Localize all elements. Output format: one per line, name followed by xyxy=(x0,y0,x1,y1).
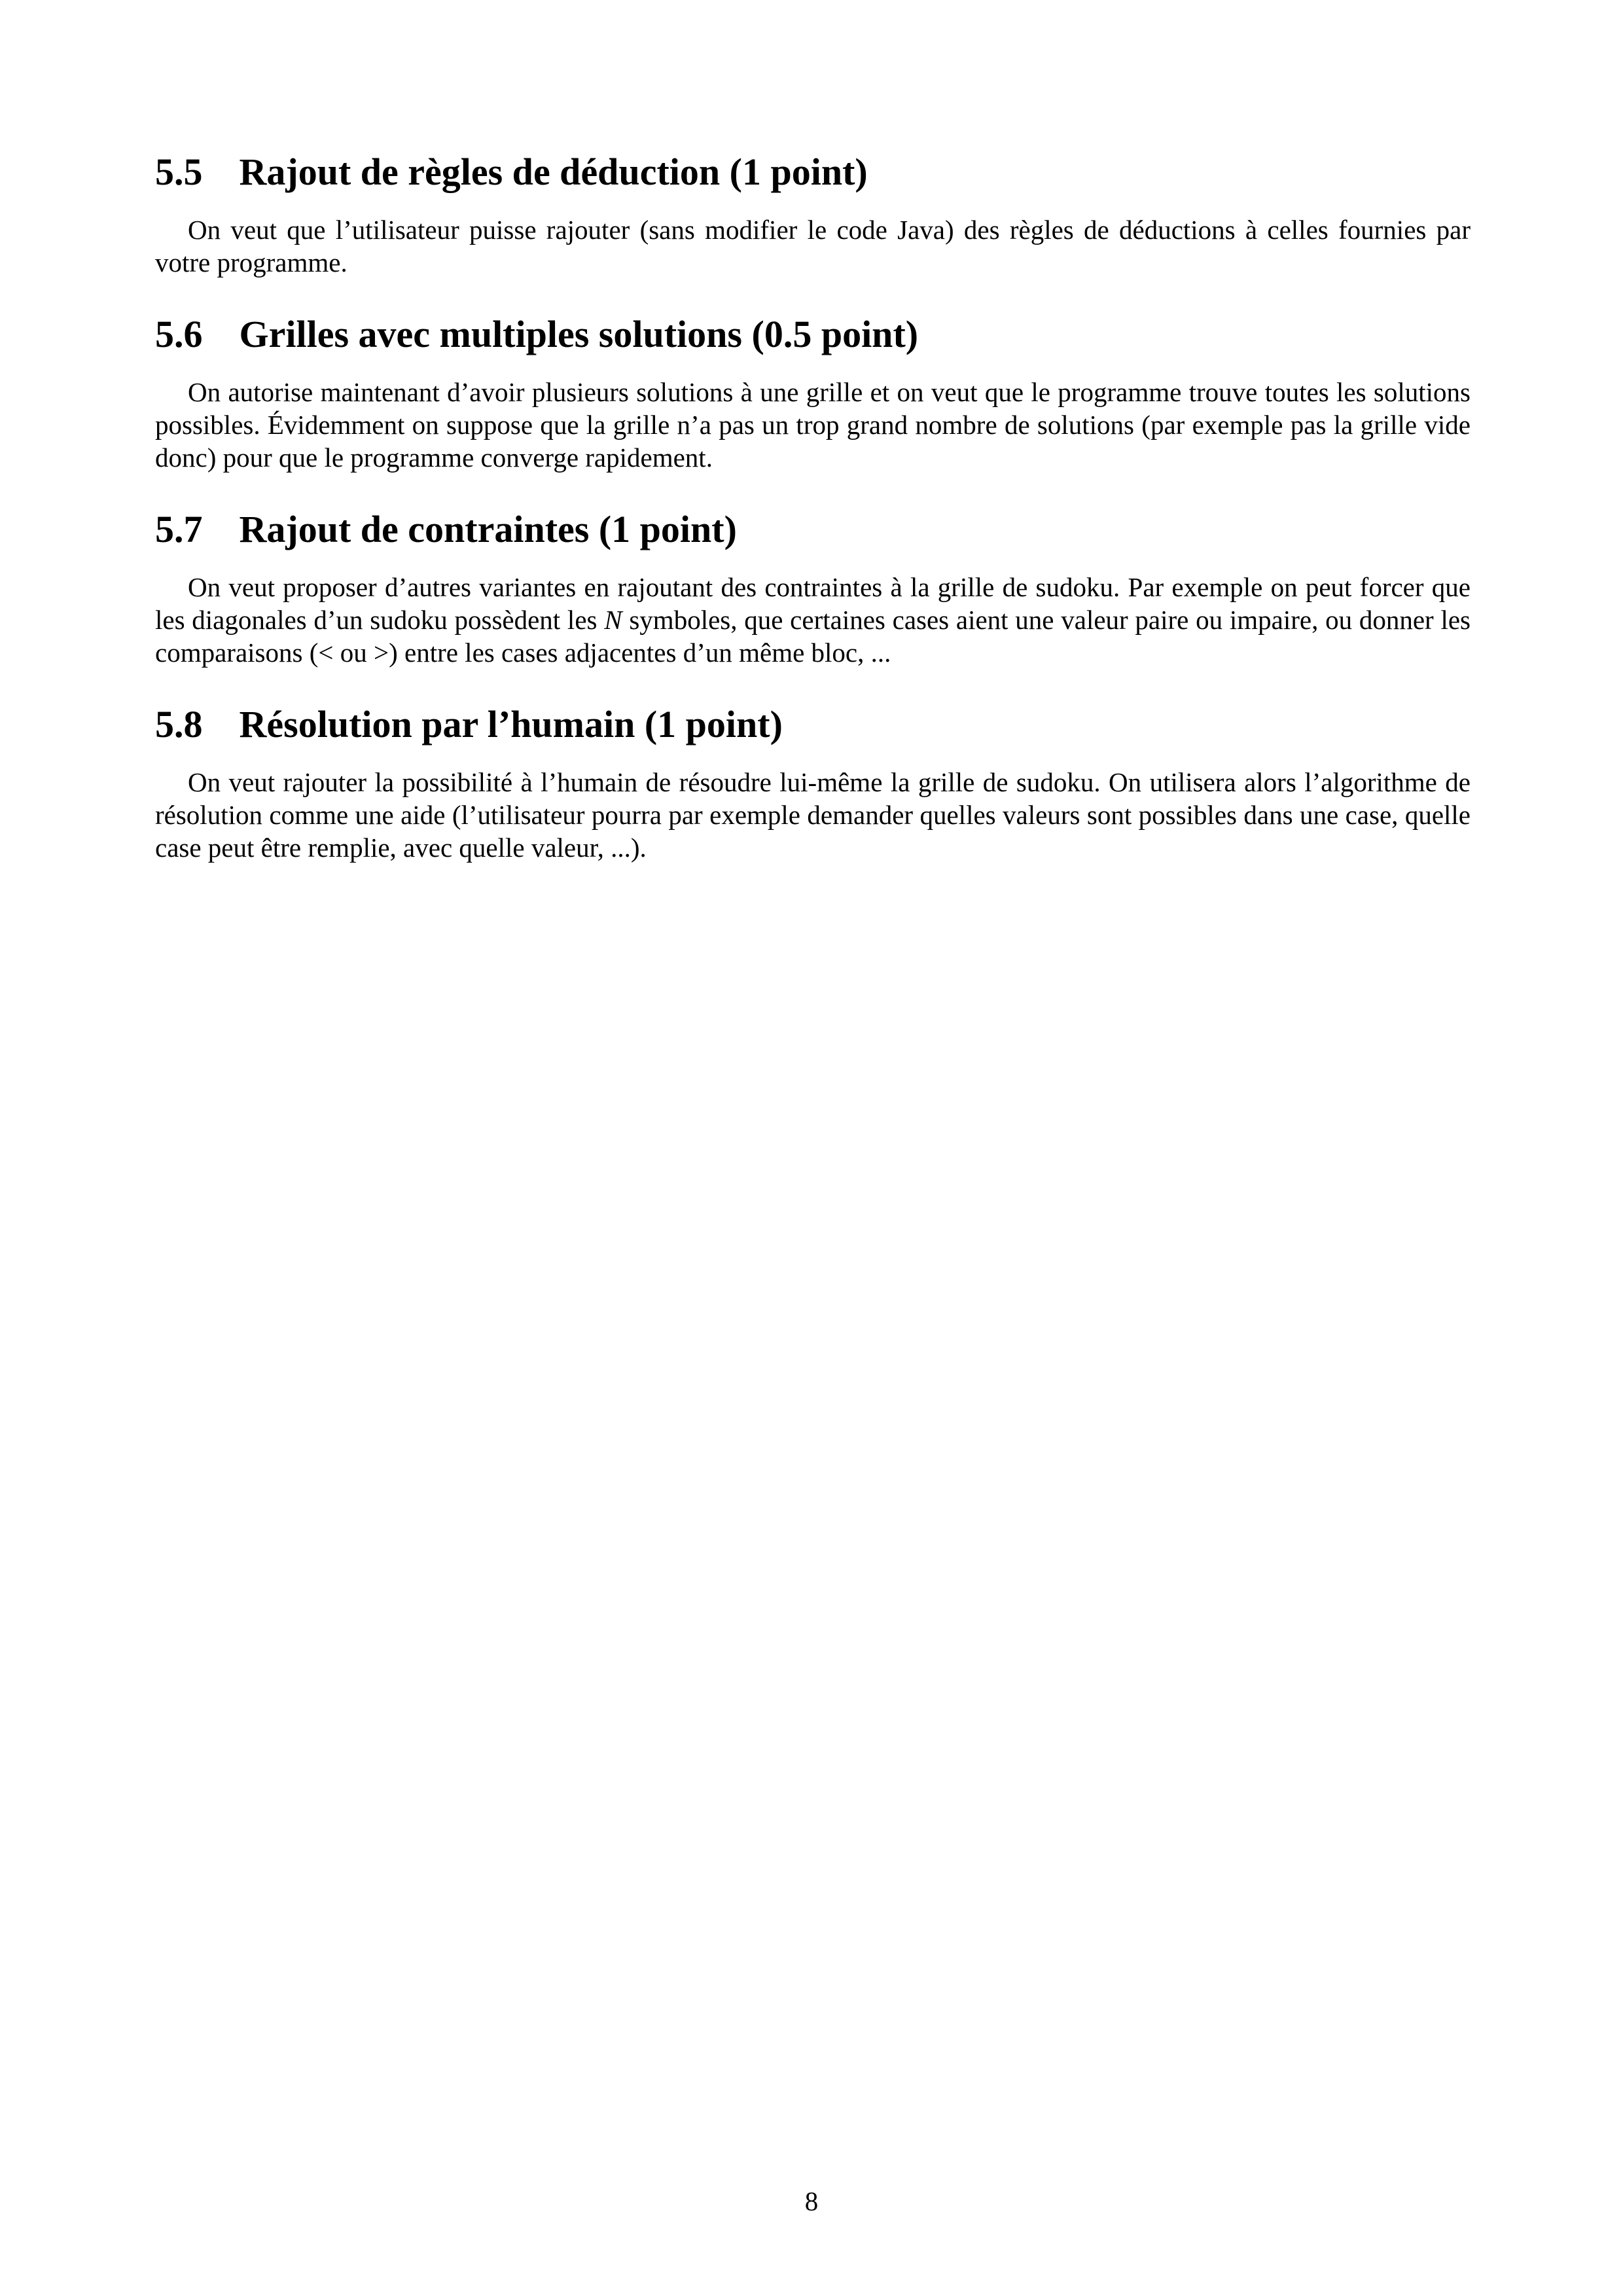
section-5-6-heading xyxy=(155,314,1471,355)
section-5-8 xyxy=(155,704,1471,864)
section-5-7-paragraph xyxy=(155,571,1471,669)
section-title: Rajout de contraintes (1 point) xyxy=(239,508,737,550)
section-5-7-heading xyxy=(155,509,1471,550)
section-5-6-paragraph: On autorise maintenant d’avoir plusieurs solutions à une grille et on veut que le programme trouve toutes les solutions possibles. Évidemment on suppose que la grille n’a pas un trop grand nombre de solutions (par exemple pas la grille vide donc) pour que le programme converge rapidement. xyxy=(155,377,1471,473)
math-variable-N: N xyxy=(604,605,622,635)
section-number: 5.8 xyxy=(155,703,203,745)
section-5-8-heading xyxy=(155,704,1471,745)
section-5-6 xyxy=(155,314,1471,474)
section-number: 5.5 xyxy=(155,151,203,193)
paragraph-text-after-variable: symboles, que certaines cases aient une valeur paire ou impaire, ou donner les comparaisons (< ou >) entre les cases adjacentes d’un même bloc, ... xyxy=(155,605,1471,668)
section-title: Grilles avec multiples solutions (0.5 point) xyxy=(239,313,919,355)
section-5-5 xyxy=(155,152,1471,279)
page-number: 8 xyxy=(804,2186,819,2216)
paragraph-text-before-variable: On veut proposer d’autres variantes en rajoutant des contraintes à la grille de sudoku. Par exemple on peut forcer que les diagonales d’un sudoku possèdent les xyxy=(155,572,1471,635)
section-title: Résolution par l’humain (1 point) xyxy=(239,703,783,745)
section-number: 5.7 xyxy=(155,508,203,550)
section-5-5-heading xyxy=(155,152,1471,192)
section-number: 5.6 xyxy=(155,313,203,355)
section-5-8-paragraph: On veut rajouter la possibilité à l’humain de résoudre lui-même la grille de sudoku. On utilisera alors l’algorithme de résolution comme une aide (l’utilisateur pourra par exemple demander quelles valeurs sont possibles dans une case, quelle case peut être remplie, avec quelle valeur, ...). xyxy=(155,767,1471,863)
section-title: Rajout de règles de déduction (1 point) xyxy=(239,151,868,193)
page-footer xyxy=(0,2185,1623,2217)
section-5-7 xyxy=(155,509,1471,669)
page-content xyxy=(155,152,1471,864)
section-5-5-paragraph: On veut que l’utilisateur puisse rajouter (sans modifier le code Java) des règles de déductions à celles fournies par votre programme. xyxy=(155,215,1471,278)
